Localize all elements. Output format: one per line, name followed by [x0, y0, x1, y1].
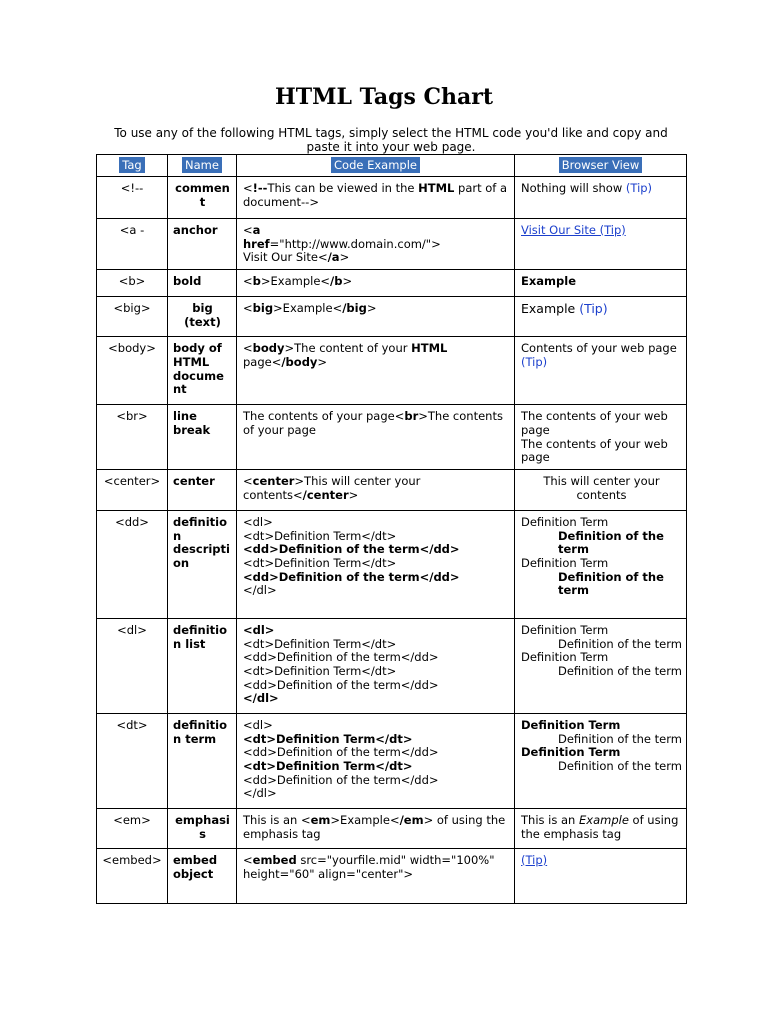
code-cell: <center>This will center your contents</center>: [237, 469, 515, 510]
table-row: [97, 510, 687, 618]
tip-link[interactable]: (Tip): [625, 181, 653, 195]
view-cell: [515, 848, 687, 903]
view-cell: Definition Term Definition of the term Definition Term Definition of the term: [515, 510, 687, 618]
table-row: [97, 469, 687, 510]
header-tag: Tag: [97, 155, 168, 177]
table-row: [97, 219, 687, 270]
tags-table: [96, 154, 687, 904]
table-row: [97, 405, 687, 470]
name-cell: definition list: [168, 618, 237, 713]
name-cell: definition term: [168, 713, 237, 808]
tag-cell: <b>: [97, 270, 168, 297]
table-row: [97, 618, 687, 713]
view-cell: Definition Term Definition of the term Definition Term Definition of the term: [515, 618, 687, 713]
name-cell: definition description: [168, 510, 237, 618]
view-cell: Example: [515, 270, 687, 297]
tag-cell: <em>: [97, 808, 168, 848]
tag-cell: <body>: [97, 337, 168, 405]
view-cell: Definition Term Definition of the term Definition Term Definition of the term: [515, 713, 687, 808]
name-cell: embed object: [168, 848, 237, 903]
view-cell: Example (Tip): [515, 297, 687, 337]
code-cell: <b>Example</b>: [237, 270, 515, 297]
name-cell: bold: [168, 270, 237, 297]
tag-cell: <dd>: [97, 510, 168, 618]
tip-link[interactable]: (Tip): [521, 354, 548, 369]
name-cell: comment: [168, 177, 237, 219]
view-cell: This is an Example of using the emphasis tag: [515, 808, 687, 848]
table-row: [97, 270, 687, 297]
table-row: [97, 848, 687, 903]
header-code: Code Example: [237, 155, 515, 177]
table-row: [97, 177, 687, 219]
tag-cell: <a -: [97, 219, 168, 270]
tag-cell: <dl>: [97, 618, 168, 713]
code-cell: <embed src="yourfile.mid" width="100%" height="60" align="center">: [237, 848, 515, 903]
view-cell: Contents of your web page (Tip): [515, 337, 687, 405]
code-cell: <big>Example</big>: [237, 297, 515, 337]
header-view: Browser View: [515, 155, 687, 177]
view-cell: This will center your contents: [515, 469, 687, 510]
tag-cell: <br>: [97, 405, 168, 470]
header-row: [97, 155, 687, 177]
intro-text: To use any of the following HTML tags, simply select the HTML code you'd like and copy and paste it into your web page.: [114, 126, 668, 154]
name-cell: body of HTML document: [168, 337, 237, 405]
visit-site-link[interactable]: Visit Our Site (Tip): [521, 223, 626, 237]
table-row: [97, 297, 687, 337]
code-cell: <a href="http://www.domain.com/"> Visit Our Site</a>: [237, 219, 515, 270]
page-title: HTML Tags Chart: [274, 84, 494, 110]
view-cell: [515, 219, 687, 270]
tag-cell: <embed>: [97, 848, 168, 903]
table-row: [97, 713, 687, 808]
code-cell: The contents of your page<br>The contents of your page: [237, 405, 515, 470]
name-cell: big (text): [168, 297, 237, 337]
view-cell: The contents of your web page The contents of your web page: [515, 405, 687, 470]
table-row: [97, 337, 687, 405]
tip-link[interactable]: (Tip): [579, 301, 608, 317]
code-cell: <!--This can be viewed in the HTML part of a document-->: [237, 177, 515, 219]
name-cell: emphasis: [168, 808, 237, 848]
code-cell: <body>The content of your HTML page</body>: [237, 337, 515, 405]
tag-cell: <dt>: [97, 713, 168, 808]
code-cell: This is an <em>Example</em> of using the emphasis tag: [237, 808, 515, 848]
code-cell: <dl> <dt>Definition Term</dt> <dd>Definition of the term</dd> <dt>Definition Term</dt> <dd>Definition of the term</dd> </dl>: [237, 713, 515, 808]
tag-cell: <big>: [97, 297, 168, 337]
header-name: Name: [168, 155, 237, 177]
tag-cell: <!--: [97, 177, 168, 219]
name-cell: center: [168, 469, 237, 510]
tip-link[interactable]: (Tip): [521, 852, 548, 867]
tag-cell: <center>: [97, 469, 168, 510]
view-cell: Nothing will show (Tip): [515, 177, 687, 219]
table-row: [97, 808, 687, 848]
name-cell: line break: [168, 405, 237, 470]
code-cell: <dl> <dt>Definition Term</dt> <dd>Definition of the term</dd> <dt>Definition Term</dt> <dd>Definition of the term</dd> </dl>: [237, 510, 515, 618]
code-cell: <dl> <dt>Definition Term</dt> <dd>Definition of the term</dd> <dt>Definition Term</dt> <dd>Definition of the term</dd> </dl>: [237, 618, 515, 713]
name-cell: anchor: [168, 219, 237, 270]
